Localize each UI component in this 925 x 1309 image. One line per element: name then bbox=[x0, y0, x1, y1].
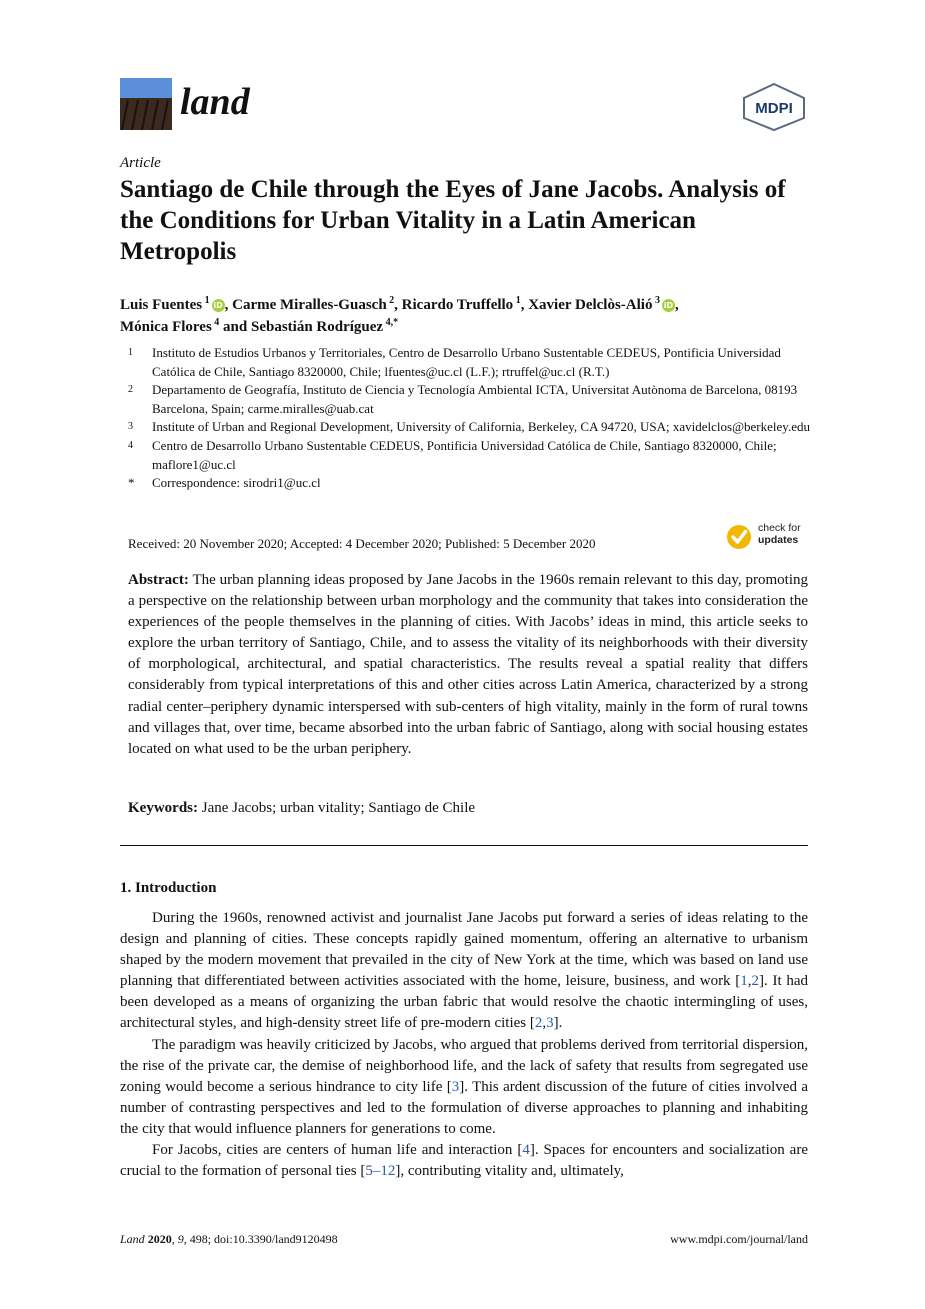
author-name: Ricardo Truffello bbox=[401, 297, 514, 313]
affiliation-item bbox=[120, 474, 810, 493]
affiliation-text: Departamento de Geografía, Instituto de Ciencia y Tecnología Ambiental ICTA, Universitat Autònoma de Barcelona, 08193 Barcelona, Spain; carme.miralles@uab.cat bbox=[152, 382, 798, 416]
check-updates-line2: updates bbox=[758, 534, 799, 546]
abstract-text: The urban planning ideas proposed by Jane Jacobs in the 1960s remain relevant to this day, promoting a perspective on the relationship between urban morphology and the community that takes into consideration the experiences of the people themselves in the planning of cities. With Jacobs’ ideas in mind, this article seeks to explore the urban territory of Santiago, Chile, and to assess the vitality of its neighborhoods with their diversity of morphological, architectural, and spatial characteristics. The results reveal a spatial reality that differs considerably from typical interpretations of this and other cities across Latin America, characterized by a strong radial center–periphery dynamic interspersed with sub-centers of high vitality, mainly in the form of rural towns and villages that, over time, became absorbed into the urban fabric of Santiago, along with social housing estates located on what used to be the urban periphery. bbox=[128, 572, 808, 757]
publication-dates: Received: 20 November 2020; Accepted: 4 December 2020; Published: 5 December 2020 bbox=[128, 536, 596, 551]
paragraph-text: , bbox=[542, 1015, 547, 1032]
affiliation-mark: 1 bbox=[128, 347, 133, 358]
body-paragraph bbox=[120, 908, 808, 1035]
reference-link[interactable]: 4 bbox=[522, 1142, 530, 1159]
reference-link[interactable]: 3 bbox=[546, 1015, 554, 1032]
abstract-label: Abstract: bbox=[128, 572, 189, 588]
orcid-icon[interactable]: iD bbox=[663, 301, 674, 310]
author-affiliation-mark: 1 bbox=[513, 295, 521, 306]
paragraph-text: ], contributing vitality and, ultimately, bbox=[395, 1163, 624, 1180]
svg-text:MDPI: MDPI bbox=[755, 100, 793, 117]
keywords-label: Keywords: bbox=[128, 800, 198, 816]
affiliation-mark: 2 bbox=[128, 384, 133, 396]
affiliation-mark: * bbox=[128, 475, 135, 491]
footer-journal-url[interactable]: www.mdpi.com/journal/land bbox=[670, 1232, 808, 1246]
author-name: Mónica Flores bbox=[120, 319, 212, 335]
abstract bbox=[128, 570, 808, 760]
check-for-updates-badge[interactable] bbox=[726, 521, 810, 553]
check-icon bbox=[726, 523, 752, 551]
paragraph-text: ]. It had been developed as a means of organizing the urban fabric that would resolve the chaotic intermingling of uses, architectural styles, and high-density street life of pre-modern cities [ bbox=[120, 973, 808, 1032]
author-name: Sebastián Rodríguez bbox=[250, 319, 384, 335]
author-name: Luis Fuentes bbox=[120, 297, 203, 313]
affiliation-item bbox=[120, 344, 810, 381]
author-affiliation-mark: 4 bbox=[211, 317, 220, 328]
article-type: Article bbox=[120, 155, 161, 171]
reference-link[interactable]: 5–12 bbox=[365, 1163, 396, 1180]
body-paragraph bbox=[120, 1035, 808, 1140]
affiliation-text: Correspondence: sirodri1@uc.cl bbox=[152, 475, 321, 491]
divider-rule bbox=[120, 845, 808, 846]
body-paragraph bbox=[120, 1140, 808, 1182]
affiliation-text: Centro de Desarrollo Urbano Sustentable CEDEUS, Pontificia Universidad Católica de Chile, Santiago 8320000, Chile; maflore1@uc.cl bbox=[152, 437, 777, 472]
author-list bbox=[120, 294, 810, 338]
author-separator: , bbox=[224, 297, 233, 313]
paragraph-text: ]. This ardent discussion of the future of cities involved a number of contrasting perspectives and led to the formulation of diverse approaches to planning and inhabiting the city that would influence planners for generations to come. bbox=[120, 1078, 808, 1137]
orcid-icon[interactable]: iD bbox=[213, 301, 223, 310]
author-affiliation-mark: 3 bbox=[652, 295, 660, 306]
keywords-text: Jane Jacobs; urban vitality; Santiago de Chile bbox=[201, 800, 476, 816]
paragraph-text: , bbox=[747, 973, 752, 990]
footer-citation: Land 2020, 9, 498; doi:10.3390/land9120498 bbox=[120, 1232, 338, 1246]
paragraph-text: For Jacobs, cities are centers of human life and interaction [ bbox=[152, 1142, 523, 1159]
paper-title: Santiago de Chile through the Eyes of Jane Jacobs. Analysis of the Conditions for Urban Vitality in a Latin American Metropolis bbox=[120, 176, 786, 265]
author-separator: , bbox=[674, 297, 679, 313]
affiliation-text: Instituto de Estudios Urbanos y Territoriales, Centro de Desarrollo Urbano Sustentable CEDEUS, Pontificia Universidad Católica de Chile, Santiago 8320000, Chile; lfuentes@uc.cl (L.F.); rtruffel@uc.cl (R.T.) bbox=[152, 345, 781, 379]
author-name: Xavier Delclòs-Alió bbox=[528, 297, 653, 313]
affiliation-text: Institute of Urban and Regional Development, University of California, Berkeley, CA 94720, USA; xavidelclos@berkeley.edu bbox=[152, 419, 810, 435]
paragraph-text: ]. Spaces for encounters and socialization are crucial to the formation of personal ties [ bbox=[120, 1142, 808, 1180]
author-separator: , bbox=[394, 297, 402, 313]
affiliations bbox=[120, 344, 810, 493]
author-affiliation-mark: 4,* bbox=[383, 317, 399, 328]
paragraph-text: The paradigm was heavily criticized by Jacobs, who argued that problems derived from territorial dispersion, the rise of the private car, the demise of neighborhood life, and the lack of safety that results from segregated use zoning would become a serious hindrance to city life [ bbox=[120, 1036, 808, 1095]
paragraph-text: During the 1960s, renowned activist and journalist Jane Jacobs put forward a series of ideas relating to the design and planning of cities. These concepts rapidly gained momentum, offering an alternative to urbanism shaped by the modern movement that prevailed in the city of New York at the time, which was based on land use planning that differentiated between activities associated with the home, leisure, business, and work [ bbox=[120, 910, 808, 990]
mdpi-logo bbox=[740, 82, 808, 132]
keywords bbox=[128, 800, 808, 817]
author-affiliation-mark: 2 bbox=[386, 295, 395, 306]
reference-link[interactable]: 2 bbox=[534, 1015, 543, 1032]
author-separator: and bbox=[219, 319, 251, 335]
journal-name: land bbox=[180, 81, 250, 123]
affiliation-item bbox=[120, 381, 810, 418]
affiliation-item bbox=[120, 418, 810, 437]
author-name: Carme Miralles-Guasch bbox=[232, 297, 387, 313]
paragraph-text: ]. bbox=[553, 1015, 563, 1032]
check-updates-line1: check for bbox=[758, 522, 801, 534]
affiliation-item bbox=[120, 437, 810, 474]
land-journal-logo bbox=[120, 78, 172, 130]
reference-link[interactable]: 3 bbox=[451, 1078, 460, 1095]
affiliation-mark: 4 bbox=[128, 439, 133, 451]
author-separator: , bbox=[520, 297, 529, 313]
reference-link[interactable]: 2 bbox=[751, 973, 760, 990]
affiliation-mark: 3 bbox=[128, 421, 133, 433]
body-text bbox=[120, 908, 808, 1182]
section-heading: 1. Introduction bbox=[120, 880, 217, 896]
author-affiliation-mark: 1 bbox=[202, 295, 210, 306]
reference-link[interactable]: 1 bbox=[740, 973, 748, 990]
